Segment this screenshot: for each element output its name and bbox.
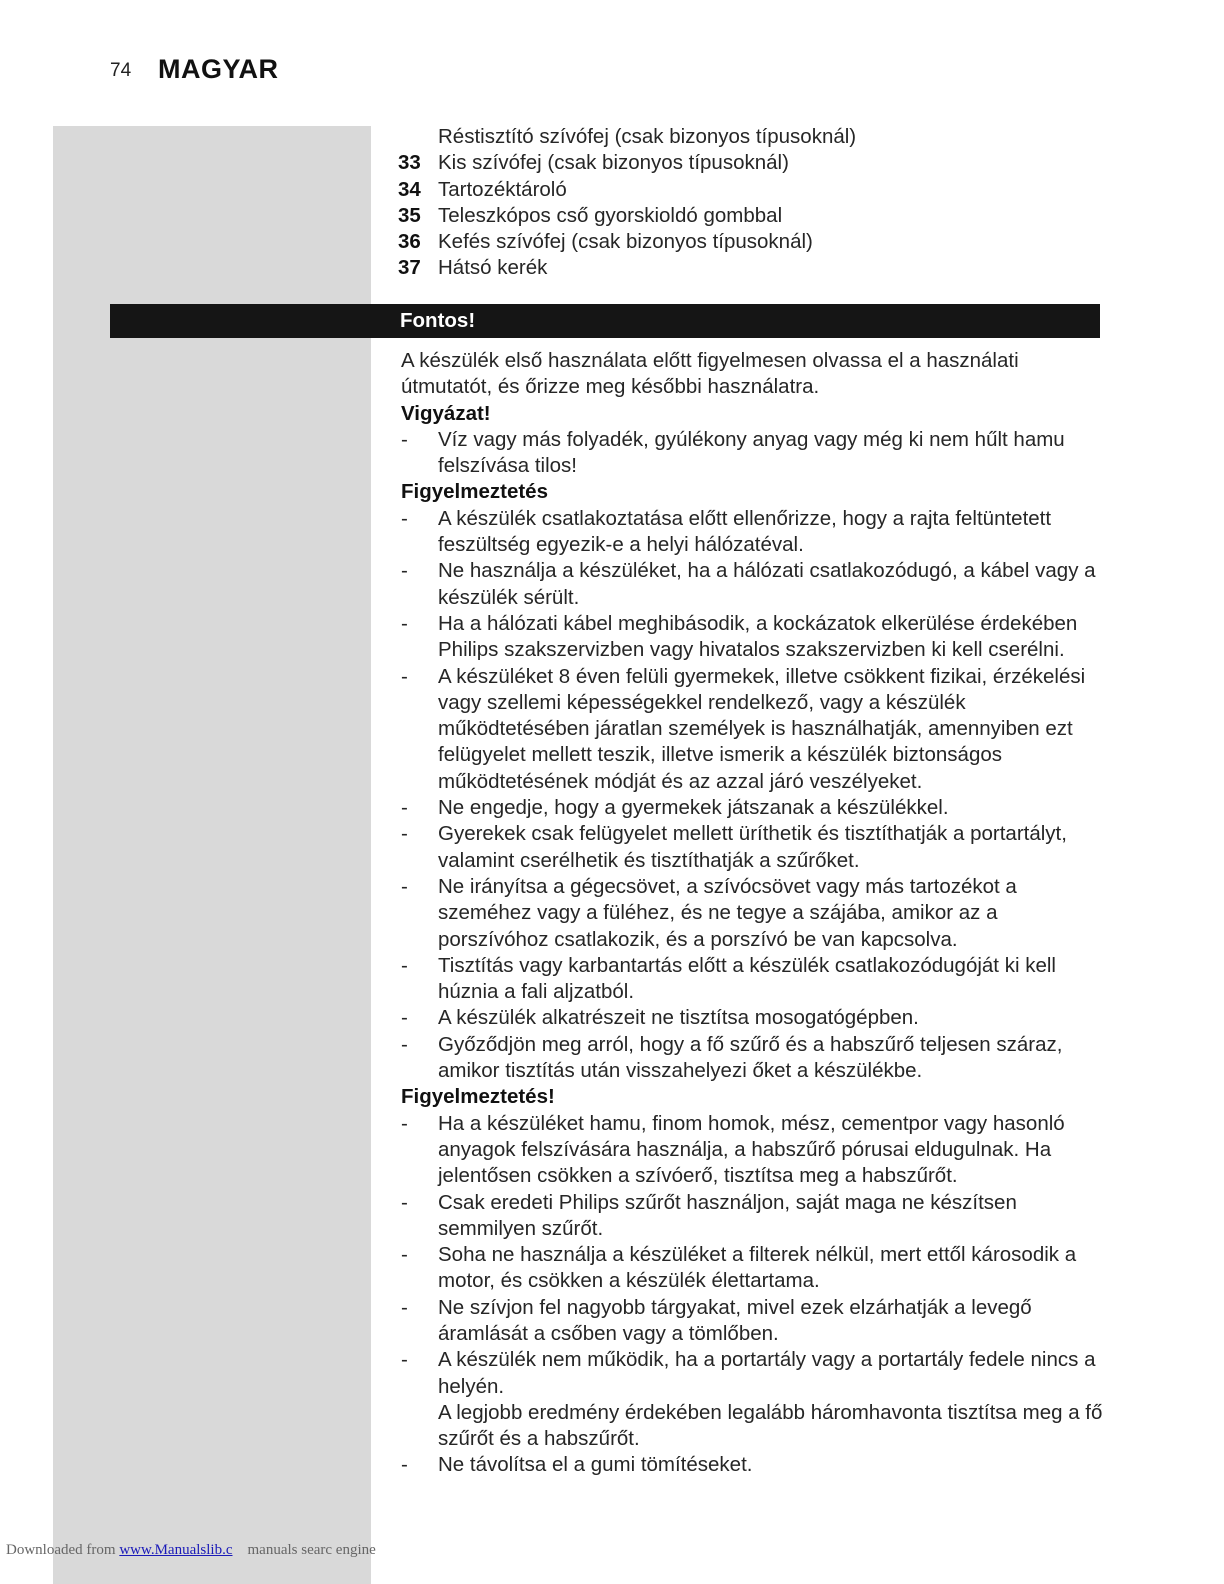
list-item <box>398 229 1118 255</box>
list-item <box>401 427 1109 480</box>
caution-heading: Figyelmeztetés! <box>401 1085 555 1109</box>
bullet-dash: - <box>401 506 408 530</box>
bullet-text: A készülék csatlakoztatása előtt ellenőrizze, hogy a rajta feltüntetett feszültség egyezik-e a helyi hálózatéval. <box>438 506 1052 557</box>
list-item <box>401 1452 1109 1478</box>
main-content <box>401 348 1109 1479</box>
list-item <box>401 821 1109 874</box>
bullet-text: Soha ne használja a készüléket a filterek nélkül, mert ettől károsodik a motor, és csökken a készülék élettartama. <box>438 1243 1077 1293</box>
bullet-dash: - <box>401 1032 408 1056</box>
bullet-text: Ne irányítsa a gégecsövet, a szívócsövet vagy más tartozékot a szeméhez vagy a füléhez, és ne tegye a szájába, amikor az a porszívóhoz csatlakozik, és a porszívó be van kapcsolva. <box>438 874 1017 951</box>
list-item <box>401 1190 1109 1243</box>
bullet-text: Ne szívjon fel nagyobb tárgyakat, mivel ezek elzárhatják a levegő áramlását a csőben vagy a tömlőben. <box>438 1295 1032 1345</box>
sidebar-column <box>53 126 371 1584</box>
part-label: Kis szívófej (csak bizonyos típusoknál) <box>438 151 789 175</box>
list-item <box>398 124 1118 150</box>
bullet-text: Győződjön meg arról, hogy a fő szűrő és a habszűrő teljesen száraz, amikor tisztítás után visszahelyezi őket a készülékbe. <box>438 1032 1063 1083</box>
list-item <box>401 506 1109 559</box>
bullet-dash: - <box>401 559 408 583</box>
list-item <box>401 664 1109 795</box>
bullet-text: A készülék alkatrészeit ne tisztítsa mosogatógépben. <box>438 1006 919 1030</box>
part-number <box>398 124 438 150</box>
list-item <box>401 795 1109 821</box>
bullet-text: Gyerekek csak felügyelet mellett üríthetik és tisztíthatják a portartályt, valamint cserélhetik és tisztíthatják a szűrőket. <box>438 822 1067 872</box>
bullet-text: A készülék nem működik, ha a portartály vagy a portartály fedele nincs a helyén. <box>438 1348 1096 1398</box>
bullet-text: Csak eredeti Philips szűrőt használjon, saját maga ne készítsen semmilyen szűrőt. <box>438 1190 1017 1240</box>
part-label: Réstisztító szívófej (csak bizonyos típusoknál) <box>438 125 857 148</box>
bullet-dash: - <box>401 1243 408 1267</box>
bullet-text: Tisztítás vagy karbantartás előtt a készülék csatlakozódugóját ki kell húznia a fali aljzatból. <box>438 953 1056 1004</box>
bullet-dash: - <box>401 1190 408 1214</box>
bullet-text: A készüléket 8 éven felüli gyermekek, illetve csökkent fizikai, érzékelési vagy szellemi képességekkel rendelkező, vagy a készülék működtetésében járatlan személyek is használhatják, amennyiben ezt felügyelet mellett teszik, illetve ismerik a készülék biztonságos működtetésének módját és az azzal járó veszélyeket. <box>438 664 1086 793</box>
bullet-text: Ne használja a készüléket, ha a hálózati csatlakozódugó, a kábel vagy a készülék sérült. <box>438 559 1096 609</box>
download-footer <box>6 1542 376 1559</box>
danger-heading: Vigyázat! <box>401 401 491 425</box>
bullet-dash: - <box>401 427 408 451</box>
warning-heading: Figyelmeztetés <box>401 480 548 504</box>
list-item <box>401 953 1109 1006</box>
list-item <box>401 1005 1109 1031</box>
bullet-dash: - <box>401 796 408 820</box>
bullet-dash: - <box>401 1453 408 1477</box>
bullet-dash: - <box>401 1295 408 1319</box>
bullet-dash: - <box>401 611 408 635</box>
list-item <box>398 177 1118 203</box>
bullet-text: Ha a készüléket hamu, finom homok, mész, cementpor vagy hasonló anyagok felszívására használja, a habszűrő pórusai eldugulnak. Ha jelentősen csökken a szívóerő, tisztítsa meg a habszűrőt. <box>438 1111 1065 1188</box>
intro-paragraph: A készülék első használata előtt figyelmesen olvassa el a használati útmutatót, és őrizze meg későbbi használatra. <box>401 349 1019 399</box>
footer-link[interactable]: www.Manualslib.c <box>119 1542 233 1558</box>
list-item <box>398 150 1118 176</box>
list-item <box>401 1347 1109 1400</box>
list-item <box>401 558 1109 611</box>
bullet-dash: - <box>401 874 408 898</box>
bullet-dash: - <box>401 822 408 846</box>
part-label: Teleszkópos cső gyorskioldó gombbal <box>438 203 783 227</box>
part-label: Kefés szívófej (csak bizonyos típusoknál) <box>438 230 813 254</box>
list-item <box>398 203 1118 229</box>
part-number: 36 <box>398 230 421 254</box>
part-number: 37 <box>398 256 421 280</box>
part-number: 33 <box>398 151 421 175</box>
section-banner <box>110 304 1100 338</box>
bullet-text: Ne engedje, hogy a gyermekek játszanak a készülékkel. <box>438 796 949 820</box>
list-item <box>398 255 1118 281</box>
part-label: Hátsó kerék <box>438 256 548 280</box>
page-language-title: MAGYAR <box>158 54 279 84</box>
page-number: 74 <box>110 60 132 81</box>
footer-suffix: manuals searc engine <box>247 1542 376 1558</box>
part-label: Tartozéktároló <box>438 177 567 201</box>
bullet-text: Ha a hálózati kábel meghibásodik, a kockázatok elkerülése érdekében Philips szakszervizben vagy hivatalos szakszervizben ki kell cserélni. <box>438 611 1078 662</box>
section-title: Fontos! <box>400 309 476 332</box>
caution-note: A legjobb eredmény érdekében legalább háromhavonta tisztítsa meg a fő szűrőt és a habszűrőt. <box>438 1400 1103 1451</box>
bullet-text: Ne távolítsa el a gumi tömítéseket. <box>438 1453 753 1477</box>
list-item <box>401 1295 1109 1348</box>
list-item <box>401 1111 1109 1190</box>
list-item <box>401 1032 1109 1085</box>
footer-prefix: Downloaded from <box>6 1542 120 1558</box>
bullet-dash: - <box>401 1006 408 1030</box>
bullet-dash: - <box>401 953 408 977</box>
list-item <box>401 1242 1109 1295</box>
list-item <box>401 874 1109 953</box>
bullet-text: Víz vagy más folyadék, gyúlékony anyag vagy még ki nem hűlt hamu felszívása tilos! <box>438 427 1065 478</box>
parts-list <box>398 124 1118 282</box>
list-item <box>401 611 1109 664</box>
part-number: 35 <box>398 203 421 227</box>
bullet-dash: - <box>401 1348 408 1372</box>
bullet-dash: - <box>401 1111 408 1135</box>
part-number: 34 <box>398 177 421 201</box>
bullet-dash: - <box>401 664 408 688</box>
